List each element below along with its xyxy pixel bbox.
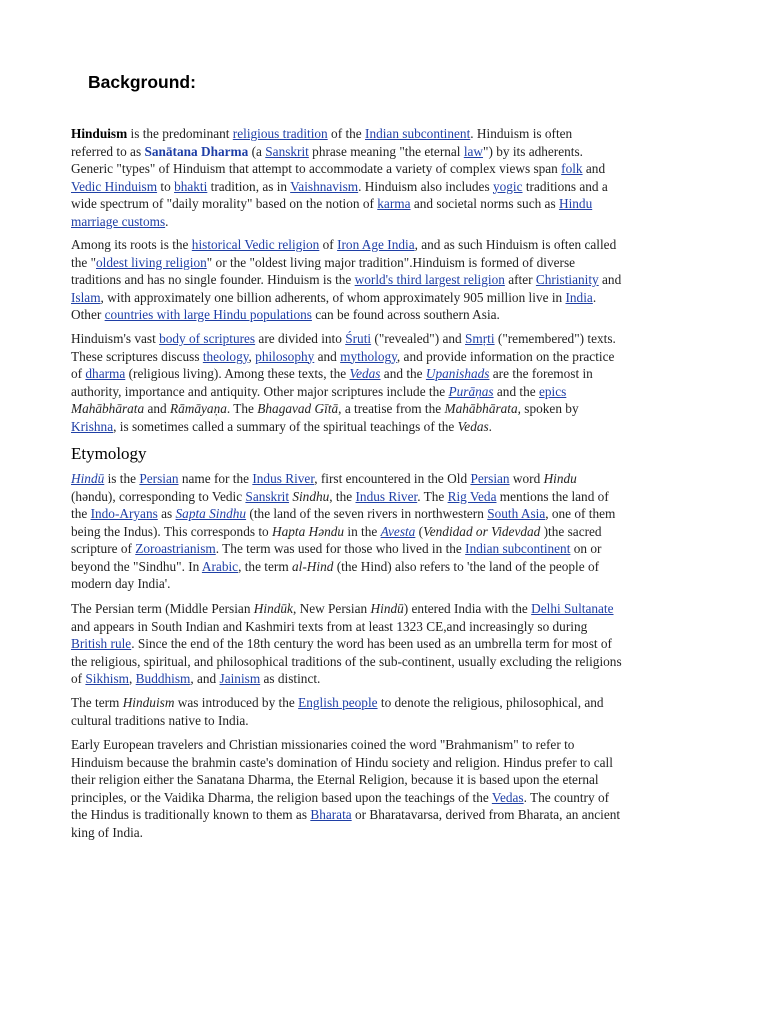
- text-run: , with approximately one billion adherents, of whom approximately 905 million live in: [100, 289, 566, 305]
- text-run: and the: [380, 366, 426, 381]
- text-link[interactable]: Purāṇas: [448, 383, 494, 399]
- text-run: , and provide information on the practice: [396, 348, 615, 364]
- text-run: and appears in South Indian and Kashmiri texts from at least 1323 CE,and increasingly so during: [71, 618, 588, 634]
- text-run: . Hinduism also includes: [358, 178, 493, 194]
- text-run: authority, importance and antiquity. Other major scriptures include the: [71, 383, 449, 399]
- text-line: [71, 694, 711, 712]
- background-heading: Background:: [88, 72, 196, 92]
- text-link[interactable]: English people: [298, 695, 378, 710]
- italic-term: Bhagavad Gītā: [257, 401, 339, 416]
- paragraph-brahmanism: [71, 736, 711, 841]
- text-run: ,: [129, 671, 136, 686]
- text-line: [71, 470, 711, 488]
- text-link[interactable]: mythology: [340, 348, 397, 364]
- text-link[interactable]: Rig Veda: [447, 488, 497, 504]
- text-run: of the: [327, 126, 366, 141]
- text-run: The Persian term (Middle Persian: [71, 601, 254, 616]
- text-link[interactable]: Sapta Sindhu: [175, 506, 247, 521]
- text-line: [71, 195, 711, 213]
- text-line: [71, 600, 711, 618]
- italic-term: Sindhu: [292, 488, 330, 504]
- text-line: [71, 488, 711, 506]
- text-run: ("remembered") texts.: [494, 331, 616, 346]
- text-link[interactable]: Persian: [470, 471, 510, 486]
- text-line: [71, 558, 711, 576]
- text-line: [71, 618, 711, 636]
- text-run: )the sacred: [540, 523, 602, 539]
- text-run: (religious living). Among these texts, the: [125, 366, 350, 381]
- text-line: [71, 736, 711, 754]
- paragraph-term-hinduism: [71, 694, 711, 729]
- text-link[interactable]: South Asia: [487, 506, 546, 521]
- paragraph-hinduism-intro: [71, 125, 711, 230]
- text-link[interactable]: Hindū: [71, 471, 105, 486]
- text-run: to denote the religious, philosophical, and: [377, 695, 604, 710]
- text-run: as distinct.: [260, 671, 321, 686]
- text-link[interactable]: Christianity: [535, 272, 599, 287]
- text-link[interactable]: Indian subcontinent: [365, 126, 471, 141]
- text-link[interactable]: marriage customs: [71, 213, 166, 229]
- text-run: modern day India'.: [71, 576, 171, 591]
- text-link[interactable]: Indian subcontinent: [465, 541, 571, 556]
- text-run: to: [157, 178, 175, 194]
- text-line: [71, 236, 711, 254]
- text-run: their religion either the Sanatana Dharma, the Eternal Religion, because it is based upon the eternal: [71, 772, 599, 787]
- text-line: [71, 505, 711, 523]
- text-run: . Hinduism is often: [470, 126, 573, 141]
- text-link[interactable]: karma: [377, 196, 411, 211]
- text-run: , a treatise from the: [338, 401, 445, 416]
- text-link[interactable]: Avesta: [380, 523, 416, 539]
- text-run: Generic "types" of Hinduism that attempt to accommodate a variety of complex views span: [71, 161, 562, 176]
- text-run: of: [319, 237, 338, 252]
- italic-term: Hindū: [370, 601, 404, 616]
- text-run: of: [71, 671, 86, 686]
- text-link[interactable]: Hindu: [558, 196, 593, 211]
- text-run: referred to as: [71, 143, 145, 159]
- text-run: . The: [226, 401, 258, 416]
- text-link[interactable]: philosophy: [255, 348, 315, 364]
- text-run: traditions and a: [522, 178, 608, 194]
- text-link[interactable]: Arabic: [201, 558, 239, 574]
- text-link[interactable]: oldest living religion: [96, 254, 207, 270]
- text-link[interactable]: Sanskrit: [245, 488, 290, 504]
- text-link[interactable]: India: [565, 289, 593, 305]
- text-line: [71, 635, 711, 653]
- bold-term: Sanātana Dharma: [144, 143, 249, 159]
- text-line: [71, 383, 711, 401]
- text-run: Early European travelers and Christian missionaries coined the word "Brahmanism" to refer to: [71, 737, 575, 752]
- text-line: [71, 653, 711, 671]
- text-line: [71, 330, 711, 348]
- text-run: (a: [248, 143, 266, 159]
- text-line: [71, 306, 711, 324]
- text-link[interactable]: Delhi Sultanate: [531, 601, 614, 616]
- text-link[interactable]: epics: [539, 383, 567, 399]
- text-run: .: [592, 289, 597, 305]
- text-run: . The country of: [523, 789, 610, 805]
- text-run: wide spectrum of "daily morality" based on the notion of: [71, 196, 378, 211]
- text-run: . The term was used for those who lived in the: [215, 541, 466, 556]
- text-link[interactable]: Zoroastrianism: [135, 541, 216, 556]
- text-link[interactable]: Iron Age India: [337, 237, 415, 252]
- text-run: after: [504, 272, 536, 287]
- text-run: and societal norms such as: [410, 196, 559, 211]
- text-link[interactable]: bhakti: [174, 178, 208, 194]
- text-run: is the predominant: [127, 126, 233, 141]
- text-run: , and as such Hinduism is often called: [414, 237, 617, 252]
- text-run: are divided into: [255, 331, 346, 346]
- text-link[interactable]: Indus River: [252, 471, 315, 486]
- text-run: scripture of: [71, 541, 136, 556]
- text-run: of: [71, 366, 86, 381]
- text-run: " or the "oldest living major tradition".Hinduism is formed of diverse: [206, 254, 576, 270]
- text-run: king of India.: [71, 824, 144, 840]
- italic-term: Hinduism: [122, 695, 175, 710]
- italic-term: Mahābhārata: [444, 401, 518, 416]
- text-run: the ": [71, 254, 96, 270]
- text-run: as: [157, 506, 176, 521]
- text-run: word: [509, 471, 544, 486]
- text-run: Hinduism's vast: [71, 331, 160, 346]
- paragraph-scriptures: [71, 330, 711, 435]
- text-run: , and: [190, 671, 220, 686]
- text-run: (the Hind) also refers to 'the land of the people of: [333, 558, 600, 574]
- text-link[interactable]: Vedic Hinduism: [71, 178, 158, 194]
- italic-term: Rāmāyaṇa: [170, 401, 227, 416]
- text-link[interactable]: Upanishads: [425, 366, 490, 381]
- italic-term: Hindūk: [253, 601, 293, 616]
- text-line: [71, 160, 711, 178]
- text-run: phrase meaning "the eternal: [308, 143, 464, 159]
- text-line: [71, 143, 711, 161]
- text-run: . Since the end of the 18th century the word has been used as an umbrella term for most of: [131, 636, 612, 651]
- text-line: [71, 789, 711, 807]
- text-line: [71, 289, 711, 307]
- text-line: [71, 365, 711, 383]
- text-link[interactable]: law: [463, 143, 484, 159]
- text-run: , New Persian: [292, 601, 371, 616]
- text-run: and the: [493, 383, 539, 399]
- text-run: was introduced by the: [174, 695, 299, 710]
- text-link[interactable]: Indo-Aryans: [90, 506, 158, 521]
- text-run: principles, or the Vaidika Dharma, the religion based upon the teachings of the: [71, 789, 492, 805]
- text-link[interactable]: historical Vedic religion: [191, 237, 320, 252]
- text-link[interactable]: body of scriptures: [159, 331, 256, 346]
- text-run: in the: [344, 523, 381, 539]
- italic-term: Mahābhārata: [71, 401, 145, 416]
- italic-term: Vedas: [457, 418, 489, 434]
- text-run: The term: [71, 695, 123, 710]
- text-line: [71, 540, 711, 558]
- text-link[interactable]: Jainism: [219, 671, 261, 686]
- text-link[interactable]: Persian: [139, 471, 179, 486]
- text-run: , one of them: [545, 506, 616, 521]
- text-run: cultural traditions native to India.: [71, 712, 249, 728]
- paragraph-etymology-origin: [71, 470, 711, 593]
- text-run: or Bharatavarsa, derived from Bharata, an ancient: [351, 807, 621, 822]
- text-line: [71, 271, 711, 289]
- text-link[interactable]: theology: [202, 348, 249, 364]
- italic-term: al-Hind: [292, 558, 334, 574]
- text-link[interactable]: Vedas: [491, 789, 524, 805]
- text-run: can be found across southern Asia.: [311, 307, 500, 322]
- text-line: [71, 400, 711, 418]
- text-run: Among its roots is the: [71, 237, 192, 252]
- text-run: and: [144, 401, 170, 416]
- text-run: , the term: [238, 558, 293, 574]
- text-line: [71, 523, 711, 541]
- text-link[interactable]: Sikhism: [85, 671, 130, 686]
- text-run: the religious, spiritual, and philosophical traditions of the sub-continent, usually excluding the religions: [71, 653, 622, 669]
- text-link[interactable]: British rule: [71, 636, 132, 651]
- text-line: [71, 670, 711, 688]
- text-run: ) entered India with the: [403, 601, 532, 616]
- bold-term: Hinduism: [71, 126, 128, 141]
- text-run: being the Indus). This corresponds to: [71, 523, 273, 539]
- text-line: [71, 824, 711, 842]
- text-run: on or: [570, 541, 602, 556]
- italic-term: Hindu: [543, 471, 577, 486]
- text-run: and: [582, 161, 606, 176]
- text-run: beyond the "Sindhu". In: [71, 558, 202, 574]
- etymology-heading: Etymology: [71, 444, 147, 463]
- text-run: (the land of the seven rivers in northwestern: [246, 506, 488, 521]
- paragraph-roots: [71, 236, 711, 324]
- text-link[interactable]: countries with large Hindu populations: [104, 307, 312, 322]
- text-run: ") by its adherents.: [483, 143, 583, 159]
- text-link[interactable]: Śruti: [345, 331, 372, 346]
- text-link[interactable]: Vedas: [349, 366, 381, 381]
- text-run: (: [415, 523, 424, 539]
- text-run: are the foremost in: [489, 366, 593, 381]
- text-run: mentions the land of: [496, 488, 609, 504]
- text-run: and: [314, 348, 341, 364]
- text-link[interactable]: Islam: [71, 289, 101, 305]
- text-link[interactable]: folk: [561, 161, 583, 176]
- text-run: . The: [417, 488, 448, 504]
- text-link[interactable]: Buddhism: [135, 671, 191, 686]
- text-run: the Hindus is traditionally known to them as: [71, 807, 311, 822]
- text-run: , is sometimes called a summary of the spiritual teachings of the: [113, 418, 458, 434]
- text-run: , spoken by: [517, 401, 579, 416]
- text-link[interactable]: Sanskrit: [265, 143, 309, 159]
- italic-term: Hapta Həndu: [272, 523, 345, 539]
- text-run: and: [598, 272, 622, 287]
- text-line: [71, 754, 711, 772]
- text-run: traditions and has no single founder. Hinduism is the: [71, 272, 355, 287]
- text-line: [71, 348, 711, 366]
- text-line: [71, 418, 711, 436]
- text-run: (həndu), corresponding to Vedic: [71, 488, 246, 504]
- text-line: [71, 254, 711, 272]
- text-link[interactable]: Vaishnavism: [290, 178, 359, 194]
- text-line: [71, 575, 711, 593]
- text-line: [71, 712, 711, 730]
- text-link[interactable]: Smṛti: [465, 331, 495, 346]
- text-run: Hinduism because the brahmin caste's domination of Hindu society and religion. Hindus prefer to call: [71, 754, 613, 770]
- text-line: [71, 771, 711, 789]
- text-run: is the: [104, 471, 140, 486]
- text-run: the: [71, 506, 91, 521]
- text-run: name for the: [178, 471, 253, 486]
- text-line: [71, 125, 711, 143]
- text-run: , the: [329, 488, 356, 504]
- text-link[interactable]: religious tradition: [232, 126, 328, 141]
- italic-term: Vendidad or Videvdad: [423, 523, 541, 539]
- text-link[interactable]: Krishna: [71, 418, 114, 434]
- text-run: , first encountered in the Old: [314, 471, 471, 486]
- text-run: .: [165, 213, 169, 229]
- text-run: ,: [248, 348, 256, 364]
- text-run: Other: [71, 307, 105, 322]
- text-run: .: [488, 418, 492, 434]
- text-run: ("revealed") and: [371, 331, 466, 346]
- text-line: [71, 806, 711, 824]
- text-link[interactable]: Bharata: [310, 807, 352, 822]
- text-run: tradition, as in: [207, 178, 291, 194]
- paragraph-persian-term: [71, 600, 711, 688]
- text-line: [71, 213, 711, 231]
- text-link[interactable]: world's third largest religion: [354, 272, 505, 287]
- text-line: [71, 178, 711, 196]
- text-link[interactable]: dharma: [85, 366, 126, 381]
- text-link[interactable]: yogic: [492, 178, 523, 194]
- text-link[interactable]: Indus River: [355, 488, 418, 504]
- text-run: These scriptures discuss: [71, 348, 203, 364]
